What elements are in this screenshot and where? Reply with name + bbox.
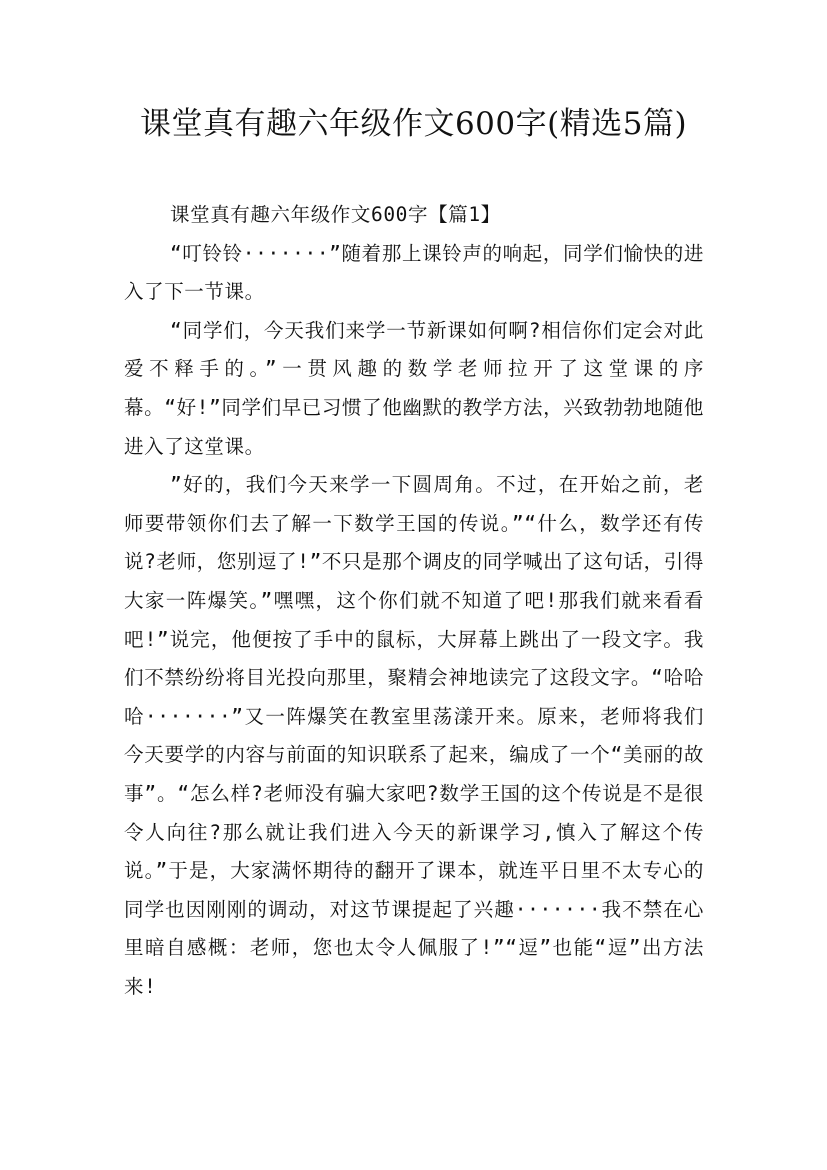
section-heading: 课堂真有趣六年级作文600字【篇1】	[170, 203, 501, 226]
document-body	[124, 196, 704, 1006]
document-title: 课堂真有趣六年级作文600字(精选5篇)	[139, 106, 688, 142]
paragraph-3: ”好的，我们今天来学一下圆周角。不过，在开始之前，老师要带领你们去了解一下数学王国的传说。”“什么，数学还有传说?老师，您别逗了!”不只是那个调皮的同学喊出了这句话，引得大家一阵爆笑。”嘿嘿，这个你们就不知道了吧!那我们就来看看吧!”说完，他便按了手中的鼠标，大屏幕上跳出了一段文字。我们不禁纷纷将目光投向那里，聚精会神地读完了这段文字。“哈哈哈·······”又一阵爆笑在教室里荡漾开来。原来，老师将我们今天要学的内容与前面的知识联系了起来，编成了一个“美丽的故事”。“怎么样?老师没有骗大家吧?数学王国的这个传说是不是很令人向往?那么就让我们进入今天的新课学习,慎入了解这个传说。”于是，大家满怀期待的翻开了课本，就连平日里不太专心的同学也因刚刚的调动，对这节课提起了兴趣·······我不禁在心里暗自感概：老师，您也太令人佩服了!”“逗”也能“逗”出方法来!	[124, 473, 704, 998]
paragraph-1: “叮铃铃·······”随着那上课铃声的响起，同学们愉快的进入了下一节课。	[124, 241, 704, 304]
paragraph-2: “同学们，今天我们来学一节新课如何啊?相信你们定会对此爱不释手的。”一贯风趣的数学老师拉开了这堂课的序幕。“好!”同学们早已习惯了他幽默的教学方法，兴致勃勃地随他进入了这堂课。	[124, 318, 704, 458]
